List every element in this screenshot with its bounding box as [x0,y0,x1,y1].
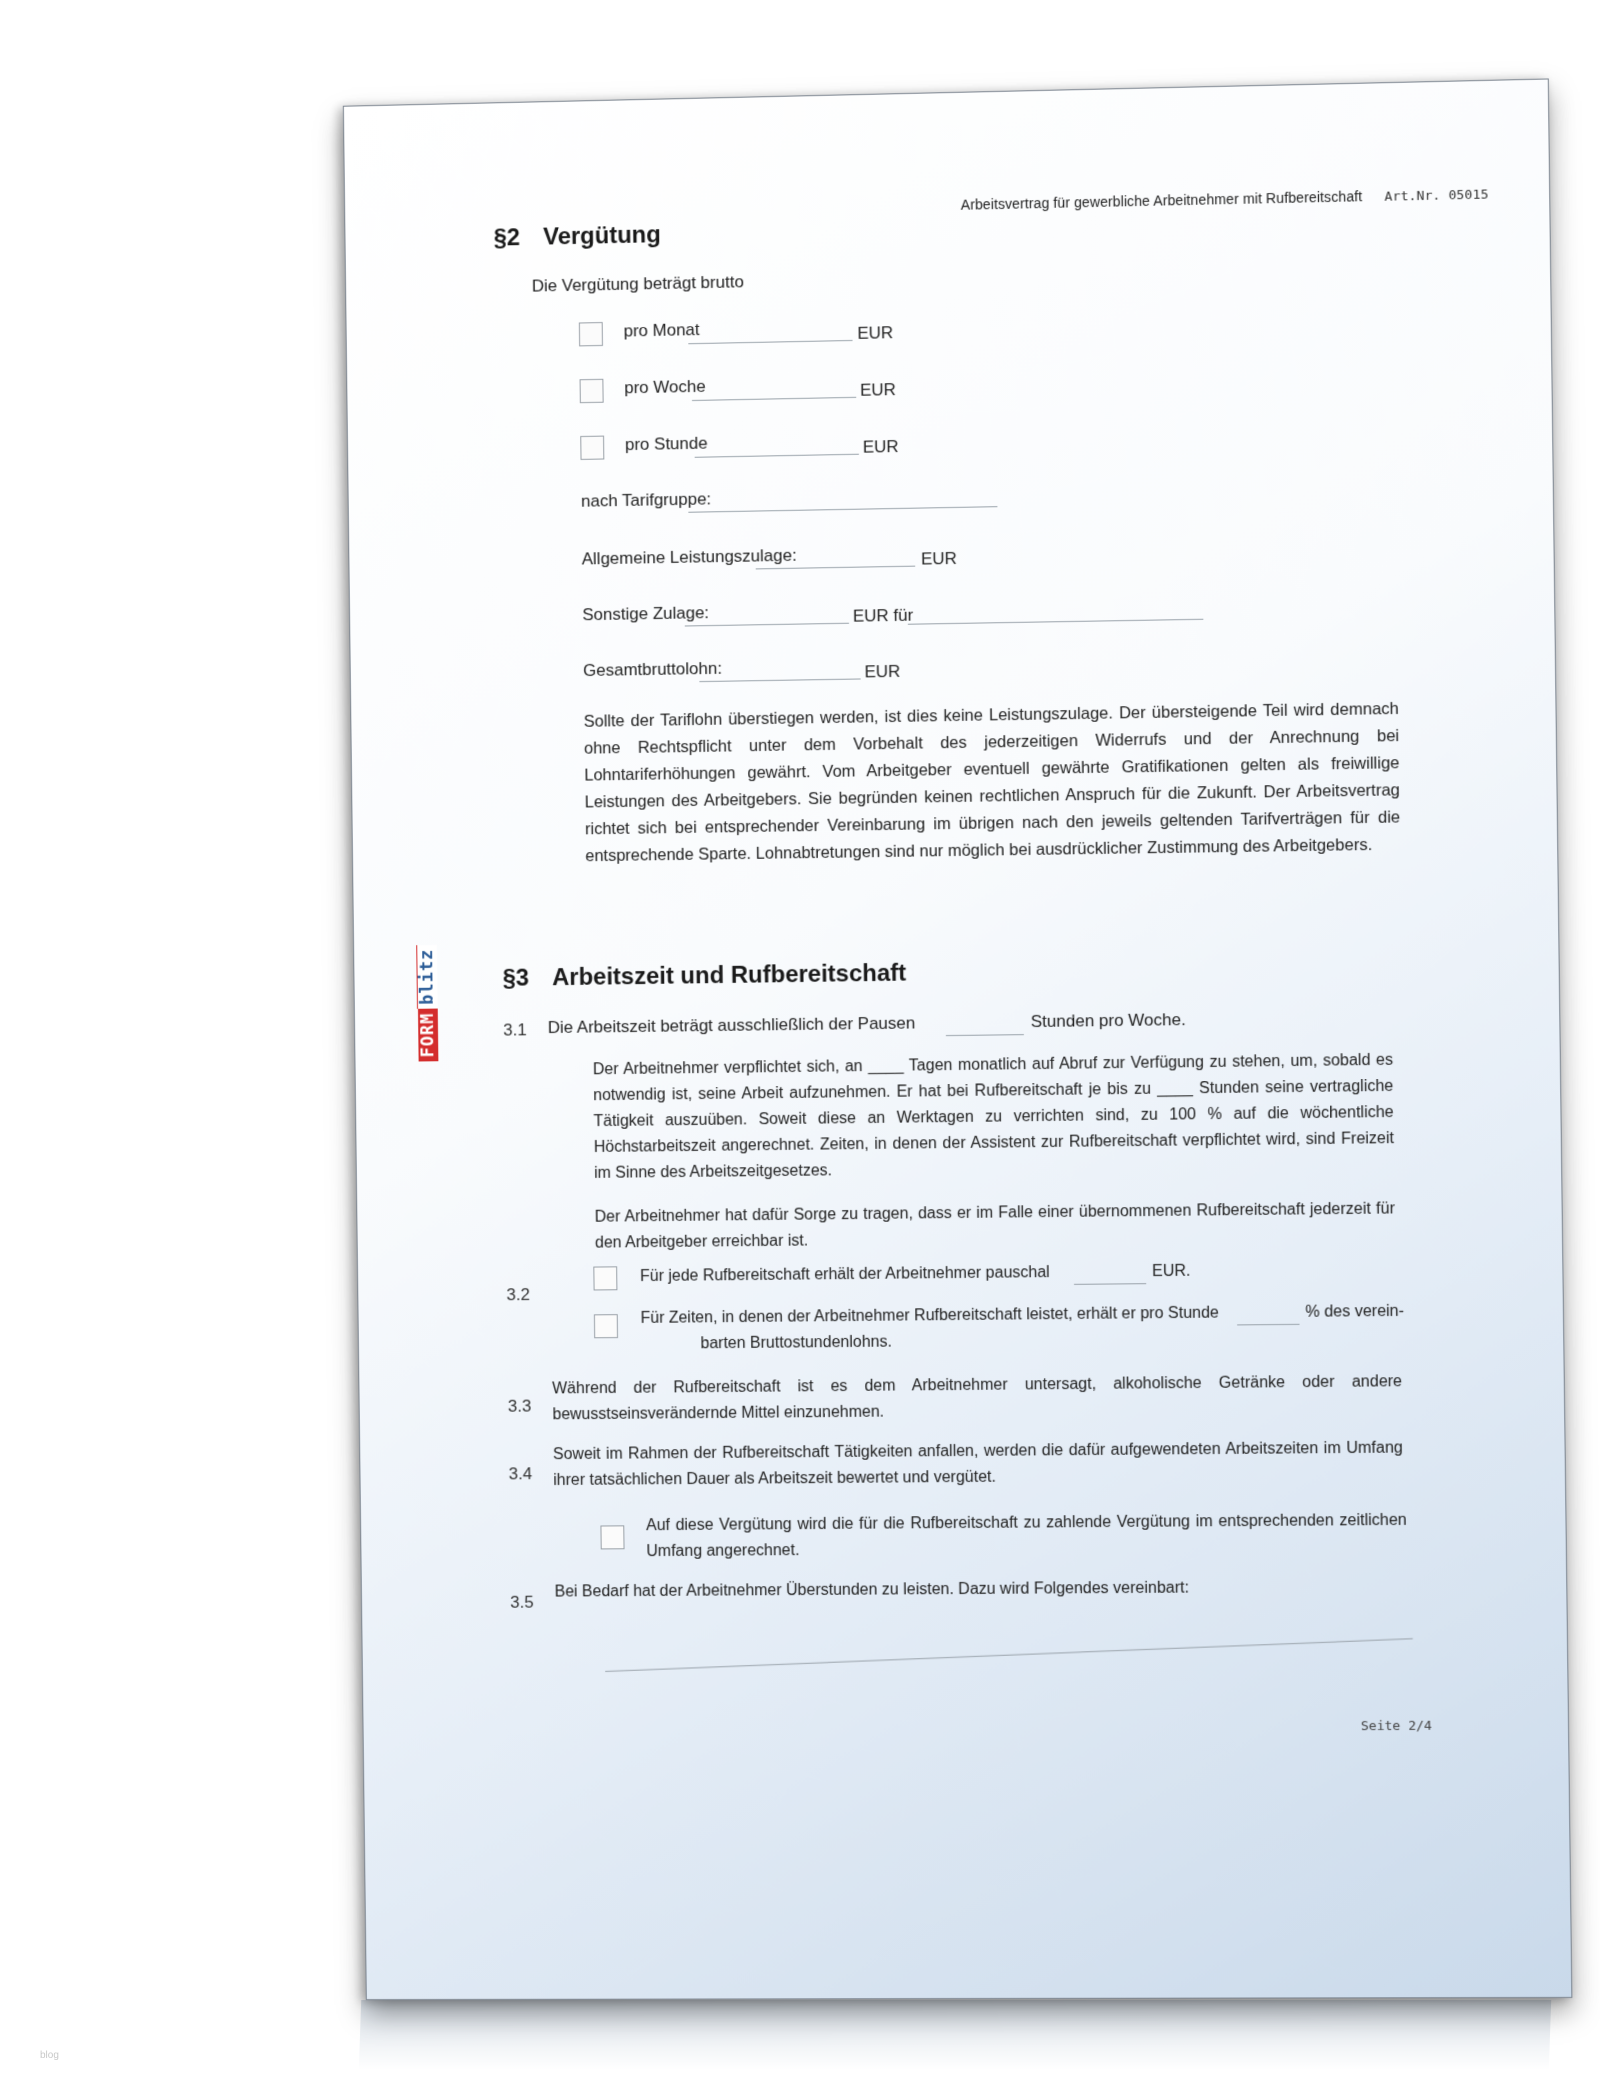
field-pro-monat[interactable] [688,340,852,344]
header-title: Arbeitsvertrag für gewerbliche Arbeitnehmer mit Rufbereitschaft [960,188,1363,213]
eur-pro-monat: EUR [857,323,894,343]
eur-pro-woche: EUR [860,380,897,400]
page-number: Seite 2/4 [1360,1718,1433,1735]
eur-gesamtbruttolohn: EUR [864,661,901,682]
document-page [343,78,1573,2000]
label-tarifgruppe: nach Tarifgruppe: [580,489,712,511]
checkbox-pro-monat[interactable] [579,322,603,346]
field-pro-woche[interactable] [692,397,856,401]
verguetung-paragraph: Sollte der Tariflohn überstiegen werden, ist dies keine Leistungszulage. Der übersteigende Teil wird demnach ohne Rechtspflicht unter dem Vorbehalt des jederzeitigen Widerrufs und der Anrechnung bei Lohntariferhöhungen gewährt. Vom Arbeitgeber eventuell gewährte Gratifikationen gelten als freiwillige Leistungen des Arbeitgebers. Sie begründen keinen rechtlichen Anspruch für die Zukunft. Der Arbeitsvertrag richtet sich bei entsprechender Vereinbarung im übrigen nach den jeweils geltenden Tarifverträgen für die entsprechende Sparte. Lohnabtretungen sind nur möglich bei ausdrücklicher Zustimmung des Arbeitgebers. [583,699,1401,866]
clause-number-3-2: 3.2 [506,1285,531,1305]
field-leistungszulage[interactable] [756,566,915,570]
checkbox-prozent[interactable] [594,1314,618,1338]
watermark-text: blog [40,2050,59,2061]
clause-3-2-text-b: Für Zeiten, in denen der Arbeitnehmer Rufbereitschaft leistet, erhält er pro Stunde [640,1304,1219,1327]
formblitz-logo: FORM blitz [416,945,438,1062]
clause-3-1-text-b: Stunden pro Woche. [1030,1010,1186,1032]
article-number: Art.Nr. 05015 [1384,187,1489,205]
verguetung-intro: Die Vergütung beträgt brutto [531,272,744,296]
clause-3-1-paragraph-2: Der Arbeitnehmer hat dafür Sorge zu tragen, dass er im Falle einer übernommenen Rufbereitschaft jederzeit für den Arbeitgeber erreichbar ist. [594,1200,1395,1252]
clause-3-5-text: Bei Bedarf hat der Arbeitnehmer Überstunden zu leisten. Dazu wird Folgendes vereinbart: [554,1579,1190,1601]
eur-leistungszulage: EUR [920,548,958,569]
field-sonstige-zweck[interactable] [908,619,1203,625]
clause-3-2-eur: EUR. [1151,1262,1191,1281]
label-pro-stunde: pro Stunde [624,433,708,455]
checkbox-anrechnung[interactable] [600,1525,624,1549]
section-3-heading: §3 Arbeitszeit und Rufbereitschaft [502,959,907,992]
clause-3-2-text-b-2: barten Bruttostundenlohns. [700,1333,892,1353]
clause-3-3-text: Während der Rufbereitschaft ist es dem Arbeitnehmer untersagt, alkoholische Getränke oder andere bewusstseinsverändernde Mittel einzunehmen. [552,1373,1403,1424]
clause-number-3-1: 3.1 [503,1020,527,1040]
clause-3-2-text-a: Für jede Rufbereitschaft erhält der Arbeitnehmer pauschal [639,1264,1050,1286]
clause-number-3-4: 3.4 [508,1464,533,1484]
page-reflection [359,2000,1551,2070]
field-ueberstunden-vereinbarung[interactable] [605,1638,1413,1672]
clause-3-4-option-text: Auf diese Vergütung wird die für die Rufbereitschaft zu zahlende Vergütung im entsprechenden zeitlichen Umfang angerechnet. [645,1511,1407,1561]
field-sonstige-zulage[interactable] [685,623,849,627]
label-sonstige-zulage: Sonstige Zulage: [582,603,710,625]
clause-3-1-text-a: Die Arbeitszeit beträgt ausschließlich der Pausen [547,1013,916,1038]
field-tarifgruppe[interactable] [688,506,997,513]
eur-fuer-label: EUR für [852,605,914,626]
eur-pro-stunde: EUR [862,436,899,457]
label-pro-monat: pro Monat [623,320,700,341]
checkbox-pro-stunde[interactable] [580,436,604,460]
field-gesamtbruttolohn[interactable] [699,678,860,682]
field-wochenstunden[interactable] [946,1034,1024,1036]
label-gesamtbruttolohn: Gesamtbruttolohn: [582,658,723,681]
section-2-heading: §2 Vergütung [493,221,661,252]
clause-3-4-text: Soweit im Rahmen der Rufbereitschaft Tätigkeiten anfallen, werden die dafür aufgewendeten Arbeitszeiten im Umfang ihrer tatsächlichen Dauer als Arbeitszeit bewertet und vergütet. [552,1439,1403,1490]
clause-number-3-3: 3.3 [507,1396,532,1416]
clause-3-2-text-b-end: % des verein- [1305,1302,1405,1321]
field-pauschal[interactable] [1074,1283,1146,1285]
checkbox-pauschal[interactable] [593,1266,617,1290]
clause-number-3-5: 3.5 [510,1592,534,1612]
clause-3-1-paragraph-1: Der Arbeitnehmer verpflichtet sich, an ____ Tagen monatlich auf Abruf zur Verfügung zu stehen, um, sobald es notwendig ist, seine Arbeit aufzunehmen. Er hat bei Rufbereitschaft je bis zu ____ Stunden seine vertragliche Tätigkeit auszuüben. Soweit diese an Werktagen zu verrichten sind, zu 100 % auf die wöchentliche Höchstarbeitszeit angerechnet. Zeiten, in denen der Assistent zur Rufbereitschaft verpflichtet wird, sind Freizeit im Sinne des Arbeitszeitgesetzes. [592,1051,1395,1182]
field-prozent[interactable] [1237,1324,1299,1326]
label-leistungszulage: Allgemeine Leistungszulage: [581,545,797,569]
label-pro-woche: pro Woche [624,376,706,398]
field-pro-stunde[interactable] [695,454,859,458]
checkbox-pro-woche[interactable] [580,379,604,403]
page-header [961,185,1489,213]
